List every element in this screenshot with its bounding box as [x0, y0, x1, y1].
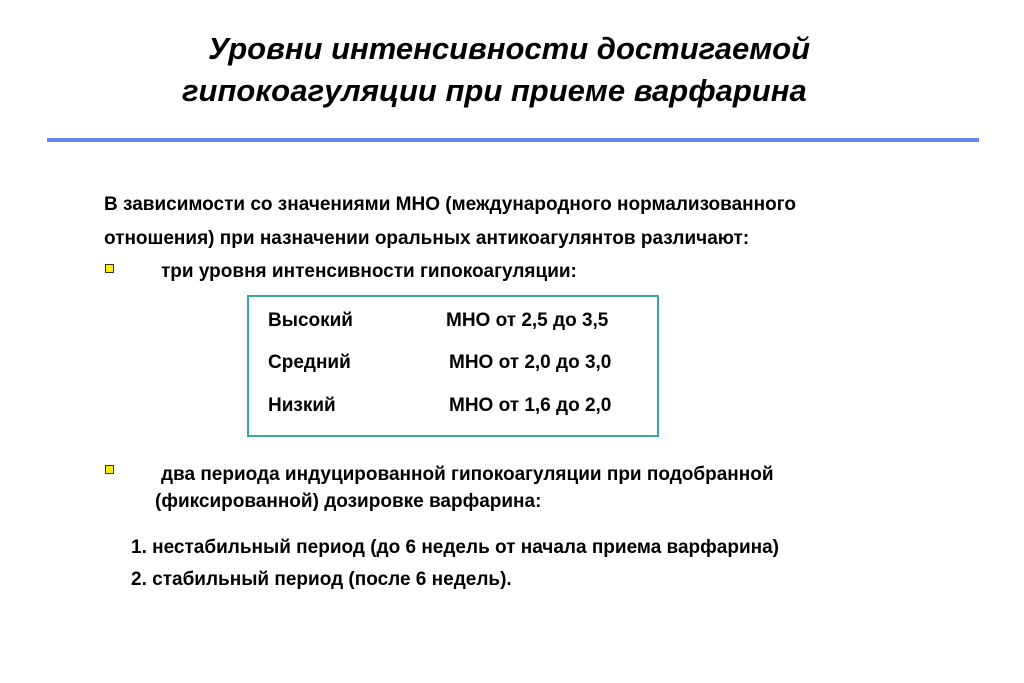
levels-box [247, 295, 659, 437]
intro-text [104, 188, 796, 256]
intro-line-1: В зависимости со значениями МНО (международного нормализованного [104, 194, 796, 215]
bullet-levels-text: три уровня интенсивности гипокоагуляции: [161, 261, 577, 282]
level-name-low: Низкий [268, 395, 336, 416]
bullet-periods-line-2: (фиксированной) дозировке варфарина: [155, 491, 542, 512]
intro-line-2: отношения) при назначении оральных антикоагулянтов различают: [104, 228, 750, 249]
period-item-stable: 2. стабильный период (после 6 недель). [131, 569, 512, 590]
level-range-low: МНО от 1,6 до 2,0 [449, 395, 612, 416]
level-range-high: МНО от 2,5 до 3,5 [446, 310, 609, 331]
level-range-medium: МНО от 2,0 до 3,0 [449, 352, 612, 373]
bullet-periods-line-1: два периода индуцированной гипокоагуляции при подобранной [161, 464, 774, 485]
title-line-2: гипокоагуляции при приеме варфарина [182, 73, 807, 108]
square-bullet-icon [105, 264, 114, 273]
level-name-high: Высокий [268, 310, 353, 331]
level-name-medium: Средний [268, 352, 351, 373]
title-line-1: Уровни интенсивности достигаемой [208, 31, 811, 66]
period-item-unstable: 1. нестабильный период (до 6 недель от начала приема варфарина) [131, 537, 780, 558]
title-divider [47, 138, 979, 142]
square-bullet-icon [105, 465, 114, 474]
